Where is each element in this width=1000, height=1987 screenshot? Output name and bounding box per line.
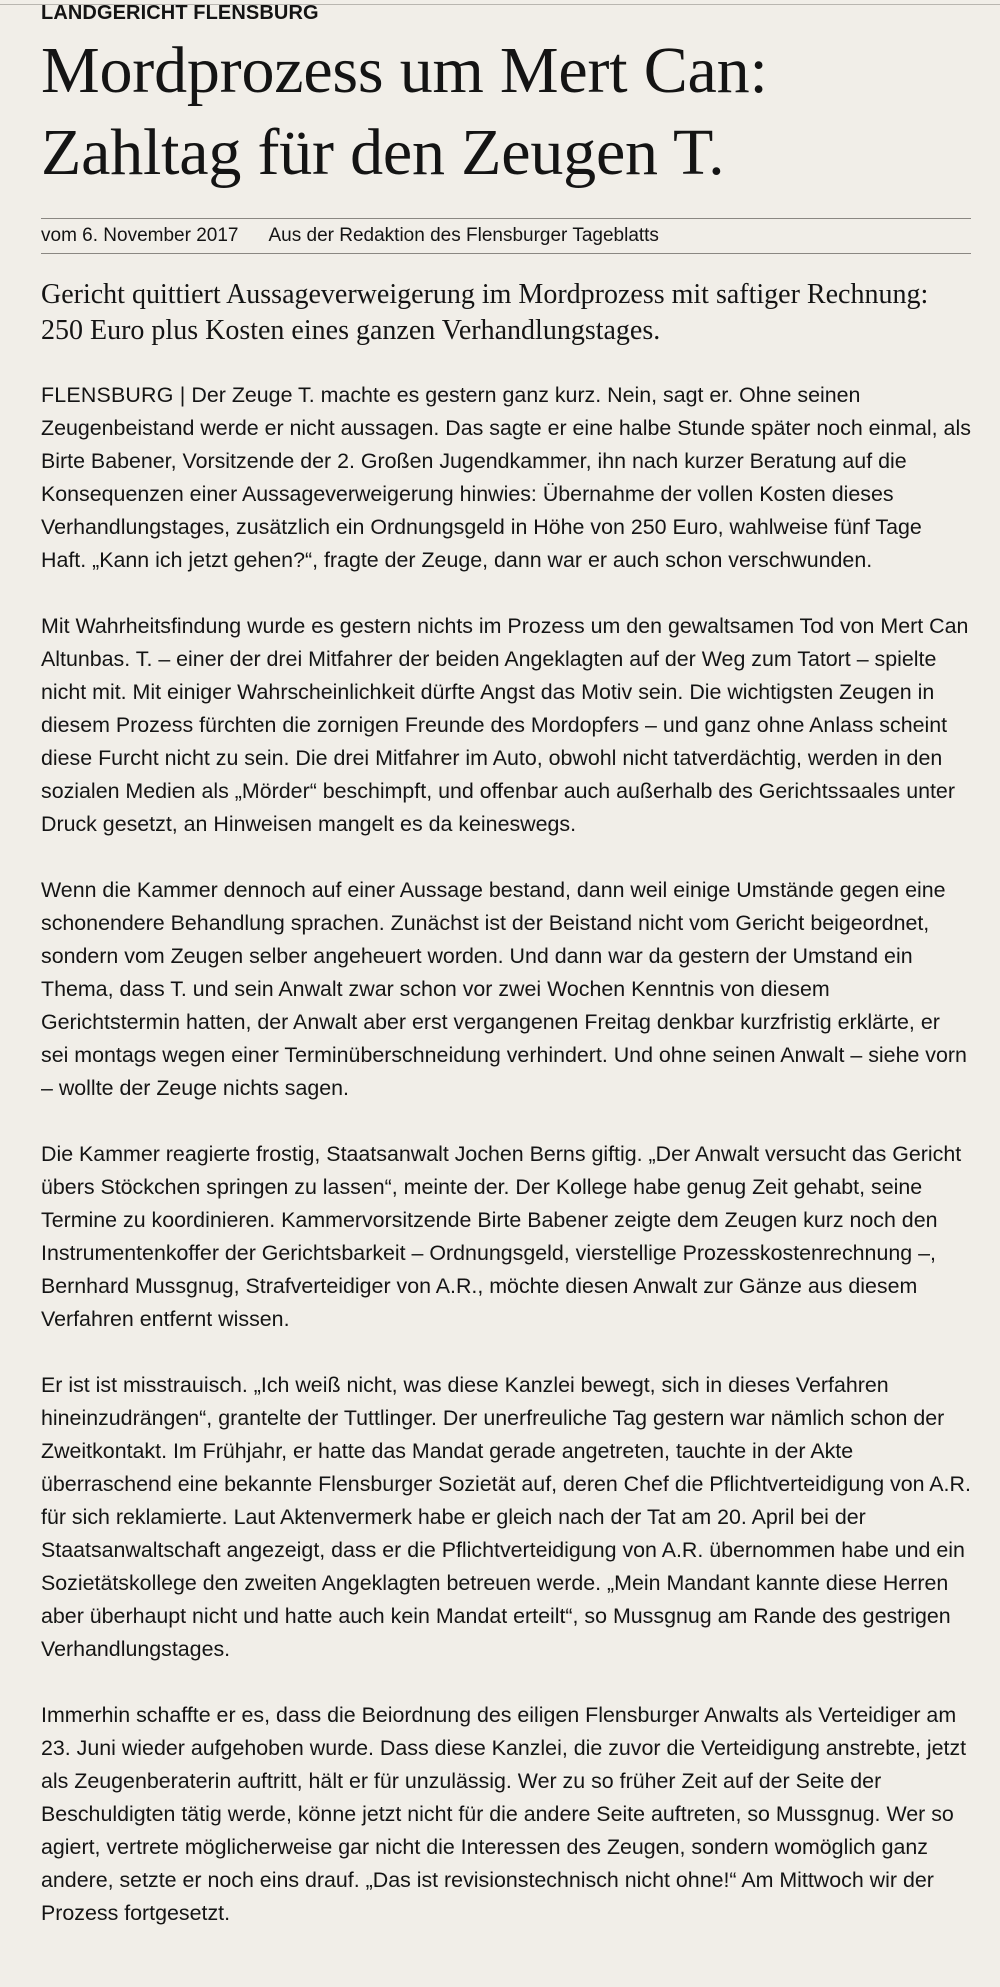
publication-date: vom 6. November 2017 bbox=[41, 225, 239, 246]
paragraph-text: Der Zeuge T. machte es gestern ganz kurz. Nein, sagt er. Ohne seinen Zeugenbeistand werde er nicht aussagen. Das sagte er eine halbe Stunde später noch einmal, als Birte Babener, Vorsitzende der 2. Großen Jugendkammer, ihn nach kurzer Beratung auf die Konsequenzen einer Aussageverweigerung hinwies: Übernahme der vollen Kosten dieses Verhandlungstages, zusätzlich ein Ordnungsgeld in Höhe von 250 Euro, wahlweise fünf Tage Haft. „Kann ich jetzt gehen?“, fragte der Zeuge, dann war er auch schon verschwunden. bbox=[41, 383, 971, 572]
article-kicker: LANDGERICHT FLENSBURG bbox=[41, 2, 319, 24]
headline-line-2: Zahltag für den Zeugen T. bbox=[41, 116, 725, 189]
body-paragraph-1 bbox=[41, 379, 971, 577]
body-paragraph-3: Wenn die Kammer dennoch auf einer Aussage bestand, dann weil einige Umstände gegen eine schonendere Behandlung sprachen. Zunächst ist der Beistand nicht vom Gericht beigeordnet, sondern vom Zeugen selber angeheuert worden. Und dann war da gestern der Umstand ein Thema, dass T. und sein Anwalt zwar schon vor zwei Wochen Kenntnis von diesem Gerichtstermin hatten, der Anwalt aber erst vergangenen Freitag denkbar kurzfristig erklärte, er sei montags wegen einer Terminüberschneidung verhindert. Und ohne seinen Anwalt – siehe vorn – wollte der Zeuge nichts sagen. bbox=[41, 878, 967, 1100]
body-paragraph-5: Er ist ist misstrauisch. „Ich weiß nicht, was diese Kanzlei bewegt, sich in dieses Verfahren hineinzudrängen“, grantelte der Tuttlinger. Der unerfreuliche Tag gestern war nämlich schon der Zweitkontakt. Im Frühjahr, er hatte das Mandat gerade angetreten, tauchte in der Akte überraschend eine bekannte Flensburger Sozietät auf, deren Chef die Pflichtverteidigung von A.R. für sich reklamierte. Laut Aktenvermerk habe er gleich nach der Tat am 20. April bei der Staatsanwaltschaft angezeigt, dass er die Pflichtverteidigung von A.R. übernommen habe und ein Sozietätskollege den zweiten Angeklagten betreuen werde. „Mein Mandant kannte diese Herren aber überhaupt nicht und hatte auch kein Mandat erteilt“, so Mussgnug am Rande des gestrigen Verhandlungstages. bbox=[41, 1373, 971, 1661]
article-lead: Gericht quittiert Aussageverweigerung im Mordprozess mit saftiger Rechnung: 250 Euro plus Kosten eines ganzen Verhandlungstages. bbox=[41, 279, 929, 346]
article-body bbox=[41, 379, 971, 1930]
body-paragraph-2: Mit Wahrheitsfindung wurde es gestern nichts im Prozess um den gewaltsamen Tod von Mert Can Altunbas. T. – einer der drei Mitfahrer der beiden Angeklagten auf der Weg zum Tatort – spielte nicht mit. Mit einiger Wahrscheinlichkeit dürfte Angst das Motiv sein. Die wichtigsten Zeugen in diesem Prozess fürchten die zornigen Freunde des Mordopfers – und ganz ohne Anlass scheint diese Furcht nicht zu sein. Die drei Mitfahrer im Auto, obwohl nicht tatverdächtig, werden in den sozialen Medien als „Mörder“ beschimpft, und offenbar auch außerhalb des Gerichtssaales unter Druck gesetzt, an Hinweisen mangelt es da keineswegs. bbox=[41, 614, 969, 836]
headline-line-1: Mordprozess um Mert Can: bbox=[41, 34, 768, 107]
article-meta-bar bbox=[41, 218, 971, 254]
article-source: Aus der Redaktion des Flensburger Tageblatts bbox=[268, 225, 659, 246]
article-headline bbox=[41, 30, 971, 194]
body-paragraph-4: Die Kammer reagierte frostig, Staatsanwalt Jochen Berns giftig. „Der Anwalt versucht das Gericht übers Stöckchen springen zu lassen“, meinte der. Der Kollege habe genug Zeit gehabt, seine Termine zu koordinieren. Kammervorsitzende Birte Babener zeigte dem Zeugen kurz noch den Instrumentenkoffer der Gerichtsbarkeit – Ordnungsgeld, vierstellige Prozesskostenrechnung –, Bernhard Mussgnug, Strafverteidiger von A.R., möchte diesen Anwalt zur Gänze aus diesem Verfahren entfernt wissen. bbox=[41, 1142, 962, 1331]
body-paragraph-6: Immerhin schaffte er es, dass die Beiordnung des eiligen Flensburger Anwalts als Verteidiger am 23. Juni wieder aufgehoben wurde. Dass diese Kanzlei, die zuvor die Verteidigung anstrebte, jetzt als Zeugenberaterin auftritt, hält er für unzulässig. Wer zu so früher Zeit auf der Seite der Beschuldigten tätig werde, könne jetzt nicht für die andere Seite auftreten, so Mussgnug. Wer so agiert, vertrete möglicherweise gar nicht die Interessen des Zeugen, sondern womöglich ganz andere, setzte er noch eins drauf. „Das ist revisionstechnisch nicht ohne!“ Am Mittwoch wir der Prozess fortgesetzt. bbox=[41, 1703, 967, 1925]
news-article bbox=[41, 0, 971, 1963]
dateline: FLENSBURG | bbox=[41, 383, 186, 407]
